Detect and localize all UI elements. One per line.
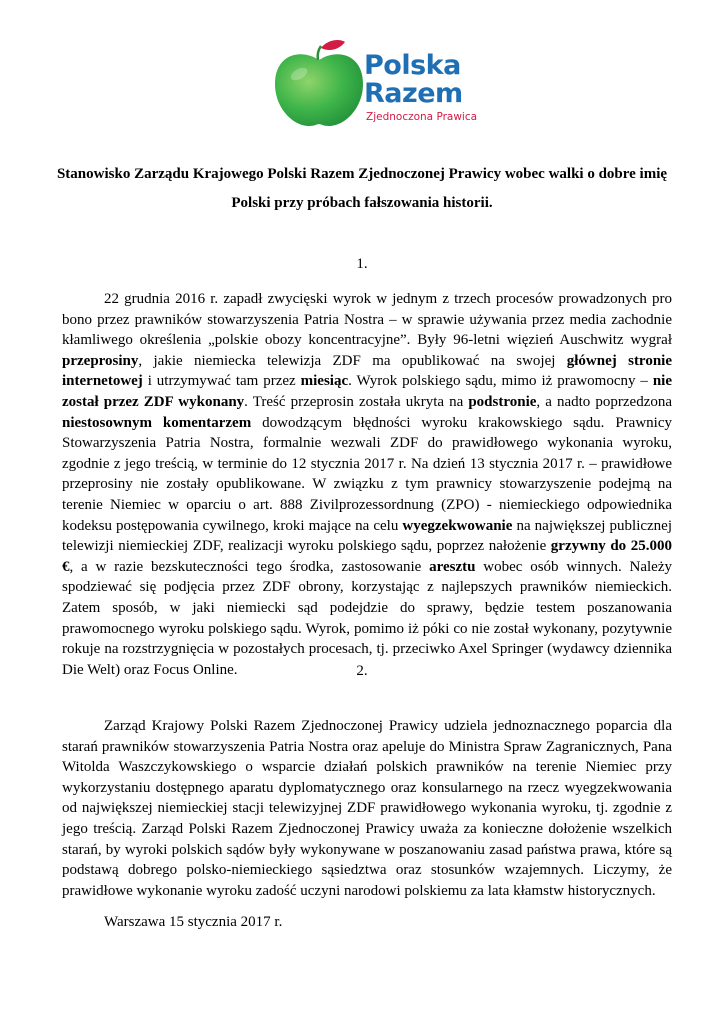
bold-segment: aresztu (429, 558, 476, 575)
text-segment: . Wyrok polskiego sądu, mimo iż prawomocny – (348, 373, 653, 390)
apple-logo-icon (271, 38, 367, 128)
bold-segment: wyegzekwowanie (402, 517, 513, 534)
bold-segment: głównej stronie internetowej (62, 352, 672, 390)
text-segment: , a w razie bezskuteczności tego środka, zastosowanie (69, 558, 430, 575)
bold-segment: miesiąc (300, 373, 349, 390)
logo-word-razem: Razem (364, 78, 463, 109)
bold-segment: niestosownym komentarzem (62, 414, 252, 431)
document-title: Stanowisko Zarządu Krajowego Polski Razem Zjednoczonej Prawicy wobec walki o dobre imię Polski przy próbach fałszowania historii. (56, 166, 668, 211)
text-segment: , a nadto poprzedzona (536, 393, 673, 410)
text-segment: , jakie niemiecka telewizja ZDF ma opublikować na swojej (138, 352, 567, 369)
bold-segment: przeprosiny (62, 352, 139, 369)
text-segment: i utrzymywać tam przez (142, 373, 301, 390)
section-1-paragraph (62, 289, 672, 680)
text-segment: dowodzącym błędności wyroku krakowskiego sądu. Prawnicy Stowarzyszenia Patria Nostra, formalnie wezwali ZDF do prawidłowego wykonania wyroku, zgodnie z jego treścią, w terminie do 12 stycznia 2017 r. Na dzień 13 stycznia 2017 r. – prawidłowe przeprosiny nie zostały opublikowane. W związku z tym prawnicy stowarzyszenie podejmą na terenie Niemiec w oparciu o art. 888 Zivilprozessordnung (ZPO) - niemieckiego odpowiednika kodeksu postępowania cywilnego, kroki mające na celu (62, 414, 672, 534)
text-segment: . Treść przeprosin została ukryta na (244, 393, 469, 410)
section-2-paragraph: Zarząd Krajowy Polski Razem Zjednoczonej Prawicy udziela jednoznacznego poparcia dla starań prawników stowarzyszenia Patria Nostra oraz apeluje do Ministra Spraw Zagranicznych, Pana Witolda Waszczykowskiego o wsparcie działań polskich prawników na terenie Niemiec przy wykorzystaniu dostępnego aparatu dyplomatycznego oraz konsularnego na rzecz wyegzekwowania od największej niemieckiej stacji telewizyjnej ZDF prawidłowego wykonania wyroku, tj. zgodnie z jego treścią. Zarząd Polski Razem Zjednoczonej Prawicy uważa za konieczne dołożenie wszelkich starań, by wyroki polskich sądów były wykonywane w poszanowaniu zasad państwa prawa, które są podstawą dobrego polsko-niemieckiego sąsiedztwa oraz stosunków wzajemnych. Liczymy, że prawidłowe wykonanie wyroku zadość uczyni narodowi polskiemu za lata kłamstw historycznych. (62, 718, 672, 899)
section-number-1: 1. (356, 256, 368, 272)
section-number-2: 2. (356, 663, 368, 679)
logo-word-polska: Polska (364, 50, 461, 81)
polska-razem-logo (271, 38, 478, 128)
place-and-date: Warszawa 15 stycznia 2017 r. (104, 914, 283, 930)
bold-segment: podstronie (468, 393, 537, 410)
bold-segment: grzywny do 25.000 € (62, 538, 672, 575)
text-segment: 22 grudnia 2016 r. zapadł zwycięski wyrok w jednym z trzech procesów prowadzonych pro bono przez prawników stowarzyszenia Patria Nostra – w sprawie używania przez media zachodnie kłamliwego określenia „polskie obozy koncentracyjne”. Były 96-letni więzień Auschwitz wygrał (62, 291, 672, 349)
text-segment: na największej publicznej telewizji niemieckiej ZDF, realizacji wyroku polskiego sądu, poprzez nałożenie (62, 517, 673, 555)
bold-segment: nie został przez ZDF wykonany (62, 373, 672, 410)
logo-subtitle: Zjednoczona Prawica (366, 111, 478, 123)
text-segment: wobec osób winnych. Należy spodziewać się podjęcia przez ZDF obrony, korzystając z najlepszych prawników niemieckich. Zatem sposób, w jaki niemiecki sąd podejdzie do sprawy, będzie testem poszanowania prawomocnego wyroku polskiego sądu. Wyrok, pomimo iż póki co nie został wykonany, pozytywnie rokuje na rozstrzygnięcia w pozostałych procesach, tj. przeciwko Axel Springer (wydawcy dziennika Die Welt) oraz Focus Online. (62, 558, 673, 678)
